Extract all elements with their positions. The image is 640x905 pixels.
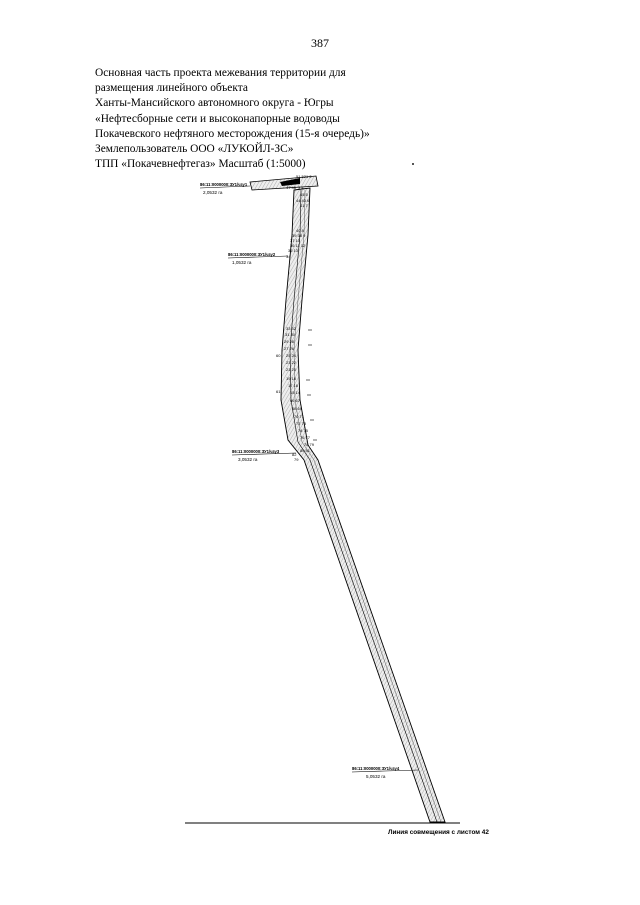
svg-text:68 69: 68 69: [292, 406, 303, 411]
parcel-label-2: [228, 252, 288, 265]
svg-text:76 77: 76 77: [300, 435, 311, 440]
corridor-band: [281, 188, 445, 822]
svg-text:49 50: 49 50: [285, 179, 296, 184]
svg-text:74 75: 74 75: [298, 428, 309, 433]
parcel-area: 2,0532 га: [203, 190, 223, 195]
match-line-label: Линия совмещения с листом 42: [388, 829, 489, 836]
svg-text:36 11 12: 36 11 12: [290, 243, 306, 248]
header-line: «Нефтесборные сети и высоконапорные водоводы: [95, 112, 340, 125]
parcel-cadastral: 86:11:0000000:ЗУ1/чзу1: [200, 182, 248, 187]
svg-text:60: 60: [276, 353, 281, 358]
svg-text:61: 61: [276, 389, 281, 394]
svg-text:78 79: 78 79: [304, 442, 315, 447]
svg-text:66 67: 66 67: [290, 398, 301, 403]
corridor-inner-line: [294, 190, 441, 822]
parcel-area: 5,0532 га: [366, 774, 386, 779]
vertex-marks: [306, 330, 317, 440]
svg-text:44 43 6: 44 43 6: [296, 198, 310, 203]
svg-text:29 28: 29 28: [284, 339, 295, 344]
page-number: 387: [311, 36, 329, 50]
header-line: Основная часть проекта межевания территории для: [95, 67, 346, 79]
parcel-cadastral: 86:11:0000000:ЗУ1/чзу3: [232, 449, 280, 454]
header-line: ТПП «Покачевнефтегаз» Масштаб (1:5000): [95, 158, 306, 171]
parcel-area: 1,0532 га: [232, 260, 252, 265]
parcel-label-3: [232, 449, 296, 462]
svg-text:25 24: 25 24: [286, 353, 297, 358]
svg-text:35 13: 35 13: [288, 248, 299, 253]
svg-text:82: 82: [292, 452, 297, 457]
svg-text:31 30: 31 30: [285, 332, 296, 337]
svg-text:37 10: 37 10: [290, 238, 301, 243]
svg-text:45 5: 45 5: [300, 192, 308, 197]
header-line: Ханты-Мансийского автономного округа - Югры: [95, 97, 334, 110]
svg-text:19 18: 19 18: [286, 376, 297, 381]
svg-text:21 20: 21 20: [286, 367, 297, 372]
svg-text:41 7: 41 7: [300, 203, 308, 208]
parcel-label-1: [200, 182, 250, 195]
header-line: размещения линейного объекта: [95, 82, 248, 95]
svg-text:23 22: 23 22: [286, 360, 297, 365]
corridor-axis: [290, 190, 437, 822]
document-header: [95, 66, 535, 172]
svg-text:40 8: 40 8: [296, 228, 304, 233]
svg-text:79: 79: [294, 457, 299, 462]
svg-text:1 2: 1 2: [306, 174, 312, 179]
svg-text:15 14: 15 14: [290, 390, 301, 395]
svg-text:39 38 9: 39 38 9: [292, 233, 306, 238]
parcel-cadastral: 86:11:0000000:ЗУ1/чзу2: [228, 252, 276, 257]
cadastral-map: [0, 160, 640, 860]
svg-text:47 48: 47 48: [286, 185, 297, 190]
svg-text:51 52: 51 52: [296, 174, 307, 179]
header-line: Землепользователь ООО «ЛУКОЙЛ-ЗС»: [95, 143, 294, 156]
parcel-label-4: [352, 766, 418, 779]
parcel-area: 3,0532 га: [238, 457, 258, 462]
svg-text:3 4: 3 4: [298, 185, 304, 190]
svg-text:80 81: 80 81: [300, 448, 311, 453]
svg-text:17 16: 17 16: [288, 383, 299, 388]
svg-text:72 73: 72 73: [296, 421, 307, 426]
svg-text:27 26: 27 26: [284, 346, 295, 351]
svg-text:70 71: 70 71: [294, 414, 305, 419]
header-line: Покачевского нефтяного месторождения (15-я очередь)»: [95, 127, 370, 140]
parcel-cadastral: 86:11:0000000:ЗУ1/чзу4: [352, 766, 400, 771]
svg-text:33 32: 33 32: [286, 326, 297, 331]
svg-text:34: 34: [286, 254, 291, 259]
